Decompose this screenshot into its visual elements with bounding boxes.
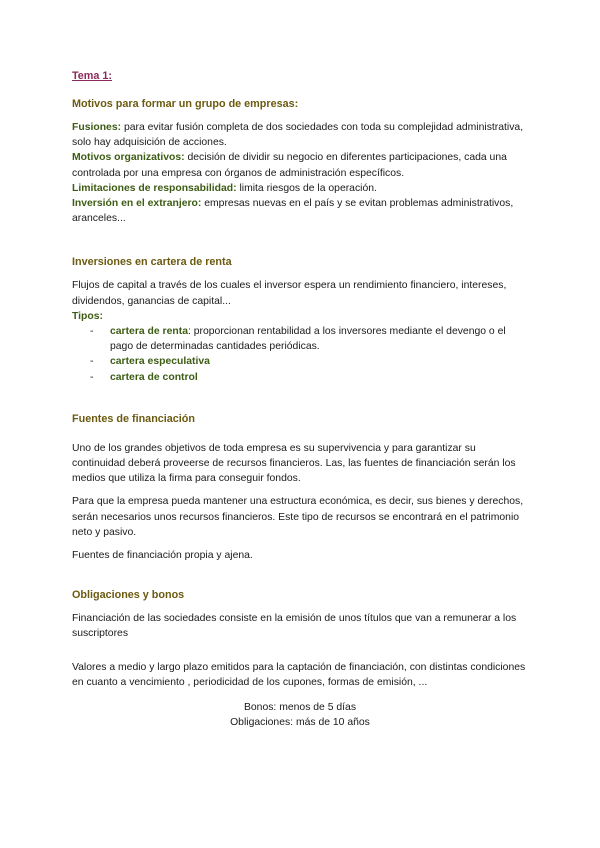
motivo-text: para evitar fusión completa de dos sociedades con toda su complejidad administrativa, solo hay adquisición de acciones. <box>72 122 524 149</box>
motivos-heading: Motivos para formar un grupo de empresas: <box>72 98 299 110</box>
topic-title: Tema 1: <box>72 70 113 82</box>
motivo-item <box>72 196 528 226</box>
motivo-item <box>72 181 528 196</box>
fuentes-section <box>72 413 528 563</box>
inversiones-heading: Inversiones en cartera de renta <box>72 256 232 269</box>
motivo-term: Limitaciones de responsabilidad: <box>72 182 237 194</box>
fuentes-paragraph-1: Uno de los grandes objetivos de toda empresa es su supervivencia y para garantizar su continuidad deberá proveerse de recursos financieros. Las, las fuentes de financiación serán los medios que utiliza la firma para conseguir fondos. <box>72 442 516 485</box>
dash-bullet: - <box>90 356 94 368</box>
inversiones-intro: Flujos de capital a través de los cuales el inversor espera un rendimiento financiero, intereses, dividendos, ganancias de capital... <box>72 280 507 307</box>
bonos-line: Bonos: menos de 5 días <box>243 702 357 714</box>
tipo-term: cartera especulativa <box>110 356 210 368</box>
fuentes-paragraph-2: Para que la empresa pueda mantener una estructura económica, es decir, sus bienes y derechos, serán necesarios unos recursos financieros. Este tipo de recursos se encontrará en el patrimonio neto y pasivo. <box>72 496 524 538</box>
obligaciones-paragraph-1: Financiación de las sociedades consiste en la emisión de unos títulos que van a remunerar a los suscriptores <box>72 613 517 640</box>
tipo-item <box>90 370 528 385</box>
motivos-list <box>72 120 528 226</box>
motivo-text: decisión de dividir su negocio en diferentes participaciones, cada una controlada por una empresa con órganos de administración específicos. <box>72 152 507 179</box>
fuentes-heading: Fuentes de financiación <box>72 412 195 425</box>
motivo-text: limita riesgos de la operación. <box>236 182 377 194</box>
tipos-label: Tipos: <box>72 310 103 322</box>
inversiones-section <box>72 256 528 384</box>
dash-bullet: - <box>90 371 94 383</box>
motivo-text: empresas nuevas en el país y se evitan problemas administrativos, aranceles... <box>72 198 514 225</box>
obligaciones-section <box>72 589 528 730</box>
fuentes-paragraph-3: Fuentes de financiación propia y ajena. <box>72 550 253 562</box>
motivo-term: Inversión en el extranjero: <box>72 198 202 210</box>
motivo-term: Fusiones: <box>72 122 122 133</box>
tipo-item <box>90 324 528 354</box>
tipo-term: cartera de control <box>110 371 198 383</box>
tipo-term: cartera de renta <box>110 326 188 338</box>
tipos-list <box>72 324 528 385</box>
tipo-item <box>90 354 528 369</box>
obligaciones-paragraph-2: Valores a medio y largo plazo emitidos para la captación de financiación, con distintas condiciones en cuanto a vencimiento , periodicidad de los cupones, formas de emisión, ... <box>72 661 526 688</box>
motivo-item <box>72 150 528 180</box>
motivo-item <box>72 120 528 150</box>
motivo-term: Motivos organizativos: <box>72 152 185 164</box>
tipo-text: : proporcionan rentabilidad a los inversores mediante el devengo o el pago de determinadas cantidades periódicas. <box>110 326 506 353</box>
obligaciones-line: Obligaciones: más de 10 años <box>230 717 370 729</box>
dash-bullet: - <box>90 326 94 338</box>
obligaciones-heading: Obligaciones y bonos <box>72 589 185 602</box>
